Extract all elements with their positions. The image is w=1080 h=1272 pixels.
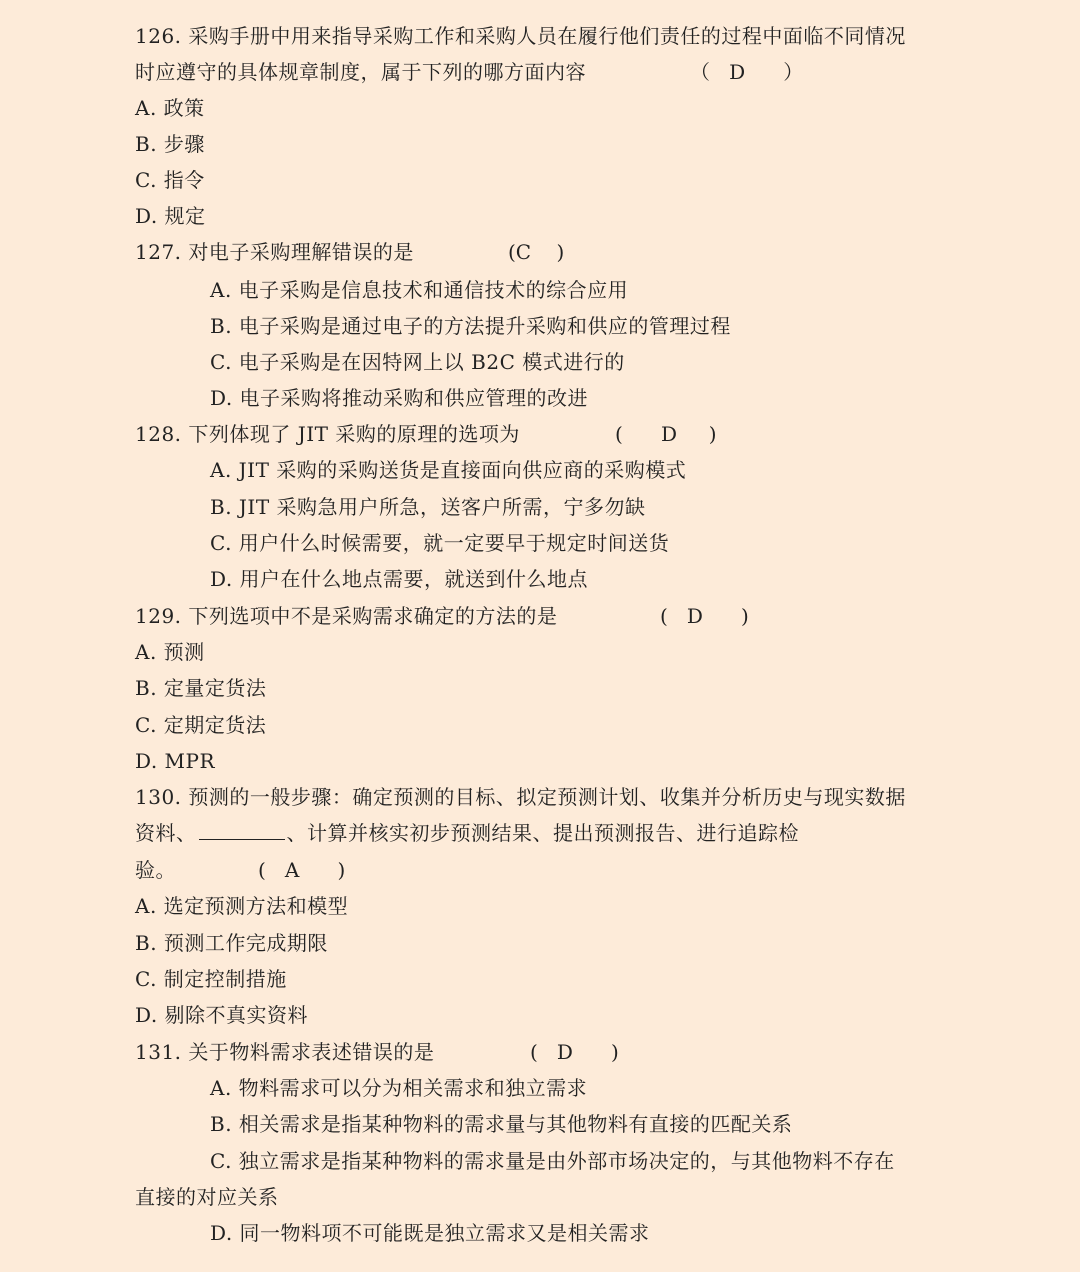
option-126-c: C. 指令 — [135, 168, 205, 192]
question-130-text: 130. 预测的一般步骤：确定预测的目标、拟定预测计划、收集并分析历史与现实数据 — [135, 785, 906, 809]
option-127-d: D. 电子采购将推动采购和供应管理的改进 — [210, 386, 589, 410]
question-128-text: 128. 下列体现了 JIT 采购的原理的选项为 — [135, 422, 520, 446]
question-126-text-cont: 时应遵守的具体规章制度，属于下列的哪方面内容 — [135, 60, 586, 84]
question-127-text: 127. 对电子采购理解错误的是 — [135, 240, 414, 264]
question-130-answer: ( A ) — [258, 858, 346, 882]
question-129-answer: ( D ) — [660, 604, 749, 628]
question-130-text-end: 验。 — [135, 858, 176, 882]
option-128-b: B. JIT 采购急用户所急，送客户所需，宁多勿缺 — [210, 495, 646, 519]
option-130-d: D. 剔除不真实资料 — [135, 1003, 309, 1027]
question-131-answer: ( D ) — [530, 1040, 619, 1064]
option-131-d: D. 同一物料项不可能既是独立需求又是相关需求 — [210, 1221, 650, 1245]
option-129-d: D. MPR — [135, 749, 216, 773]
option-129-b: B. 定量定货法 — [135, 676, 267, 700]
option-131-c-cont: 直接的对应关系 — [135, 1185, 279, 1209]
question-131-text: 131. 关于物料需求表述错误的是 — [135, 1040, 435, 1064]
option-129-a: A. 预测 — [135, 640, 205, 664]
question-129-text: 129. 下列选项中不是采购需求确定的方法的是 — [135, 604, 558, 628]
option-130-c: C. 制定控制措施 — [135, 967, 287, 991]
option-131-a: A. 物料需求可以分为相关需求和独立需求 — [210, 1076, 588, 1100]
question-130-text-part-b: 、计算并核实初步预测结果、提出预测报告、进行追踪检 — [286, 821, 799, 845]
option-127-c: C. 电子采购是在因特网上以 B2C 模式进行的 — [210, 350, 625, 374]
option-127-b: B. 电子采购是通过电子的方法提升采购和供应的管理过程 — [210, 314, 731, 338]
option-126-d: D. 规定 — [135, 204, 206, 228]
option-128-d: D. 用户在什么地点需要，就送到什么地点 — [210, 567, 589, 591]
option-127-a: A. 电子采购是信息技术和通信技术的综合应用 — [210, 278, 629, 302]
option-128-a: A. JIT 采购的采购送货是直接面向供应商的采购模式 — [210, 458, 687, 482]
option-126-a: A. 政策 — [135, 96, 205, 120]
option-128-c: C. 用户什么时候需要，就一定要早于规定时间送货 — [210, 531, 670, 555]
question-126-text: 126. 采购手册中用来指导采购工作和采购人员在履行他们责任的过程中面临不同情况 — [135, 24, 906, 48]
question-128-answer: ( D ) — [615, 422, 717, 446]
option-129-c: C. 定期定货法 — [135, 713, 267, 737]
question-130-text-part-a: 资料、 — [135, 821, 197, 845]
option-130-a: A. 选定预测方法和模型 — [135, 894, 349, 918]
fill-in-blank — [199, 817, 285, 840]
option-131-c: C. 独立需求是指某种物料的需求量是由外部市场决定的，与其他物料不存在 — [210, 1149, 895, 1173]
option-131-b: B. 相关需求是指某种物料的需求量与其他物料有直接的匹配关系 — [210, 1112, 793, 1136]
question-126-answer: （ D ） — [690, 60, 804, 84]
option-130-b: B. 预测工作完成期限 — [135, 931, 328, 955]
option-126-b: B. 步骤 — [135, 132, 205, 156]
question-127-answer: (C ) — [508, 240, 565, 264]
question-130-text-cont — [135, 815, 799, 851]
